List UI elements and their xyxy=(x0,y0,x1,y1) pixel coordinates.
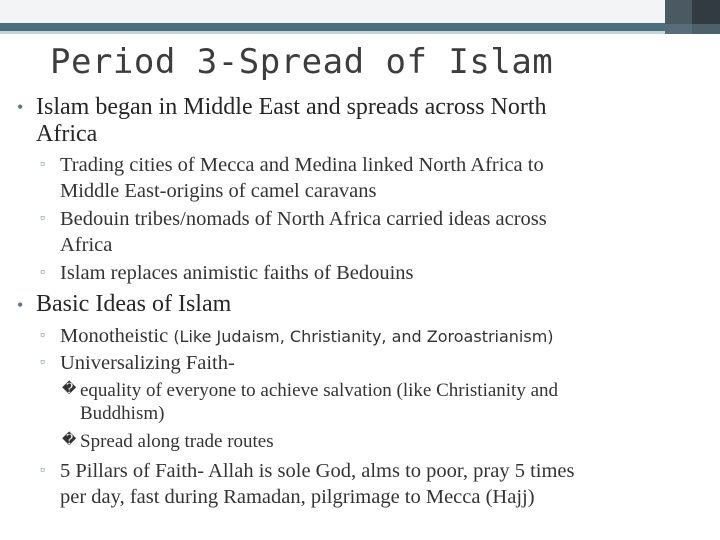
round-bullet-icon: • xyxy=(17,97,24,117)
square-bullet-icon: ▫ xyxy=(40,265,45,280)
sub-bullet-main: Monotheistic xyxy=(60,325,174,347)
sub-bullet-text: Bedouin tribes/nomads of North Africa carried ideas across xyxy=(60,208,547,230)
sub-sub-bullet-text: Spread along trade routes xyxy=(80,431,274,452)
bullet-text: Basic Ideas of Islam xyxy=(36,291,232,317)
bullet-text-continued: Africa xyxy=(36,121,98,147)
sub-sub-bullet-text: equality of everyone to achieve salvation (like Christianity and xyxy=(80,380,559,401)
sub-sub-bullet-text-continued: Buddhism) xyxy=(80,403,165,424)
sub-bullet-text: Universalizing Faith- xyxy=(60,352,235,374)
square-bullet-icon: ▫ xyxy=(40,328,45,343)
sub-bullet-text: Islam replaces animistic faiths of Bedouins xyxy=(60,262,414,284)
sub-bullet-text-continued: per day, fast during Ramadan, pilgrimage to Mecca (Hajj) xyxy=(60,486,535,508)
bullet-text: Islam began in Middle East and spreads across North xyxy=(36,94,547,120)
square-bullet-icon: ▫ xyxy=(40,157,45,172)
sub-bullet-text xyxy=(60,324,554,349)
sub-bullet-parenthetical: (Like Judaism, Christianity, and Zoroastrianism) xyxy=(173,327,554,346)
square-bullet-icon: ▫ xyxy=(40,355,45,370)
sub-bullet-text-continued: Africa xyxy=(60,234,113,256)
square-bullet-icon: ▫ xyxy=(40,211,45,226)
sub-bullet-text-continued: Middle East-origins of camel caravans xyxy=(60,180,377,202)
sub-bullet-text: 5 Pillars of Faith- Allah is sole God, alms to poor, pray 5 times xyxy=(60,460,575,482)
missing-glyph-icon: � xyxy=(62,382,77,397)
round-bullet-icon: • xyxy=(17,295,24,315)
missing-glyph-icon: � xyxy=(62,433,77,448)
slide-title: Period 3-Spread of Islam xyxy=(50,42,554,82)
sub-bullet-text: Trading cities of Mecca and Medina linked North Africa to xyxy=(60,154,544,176)
square-bullet-icon: ▫ xyxy=(40,463,45,478)
